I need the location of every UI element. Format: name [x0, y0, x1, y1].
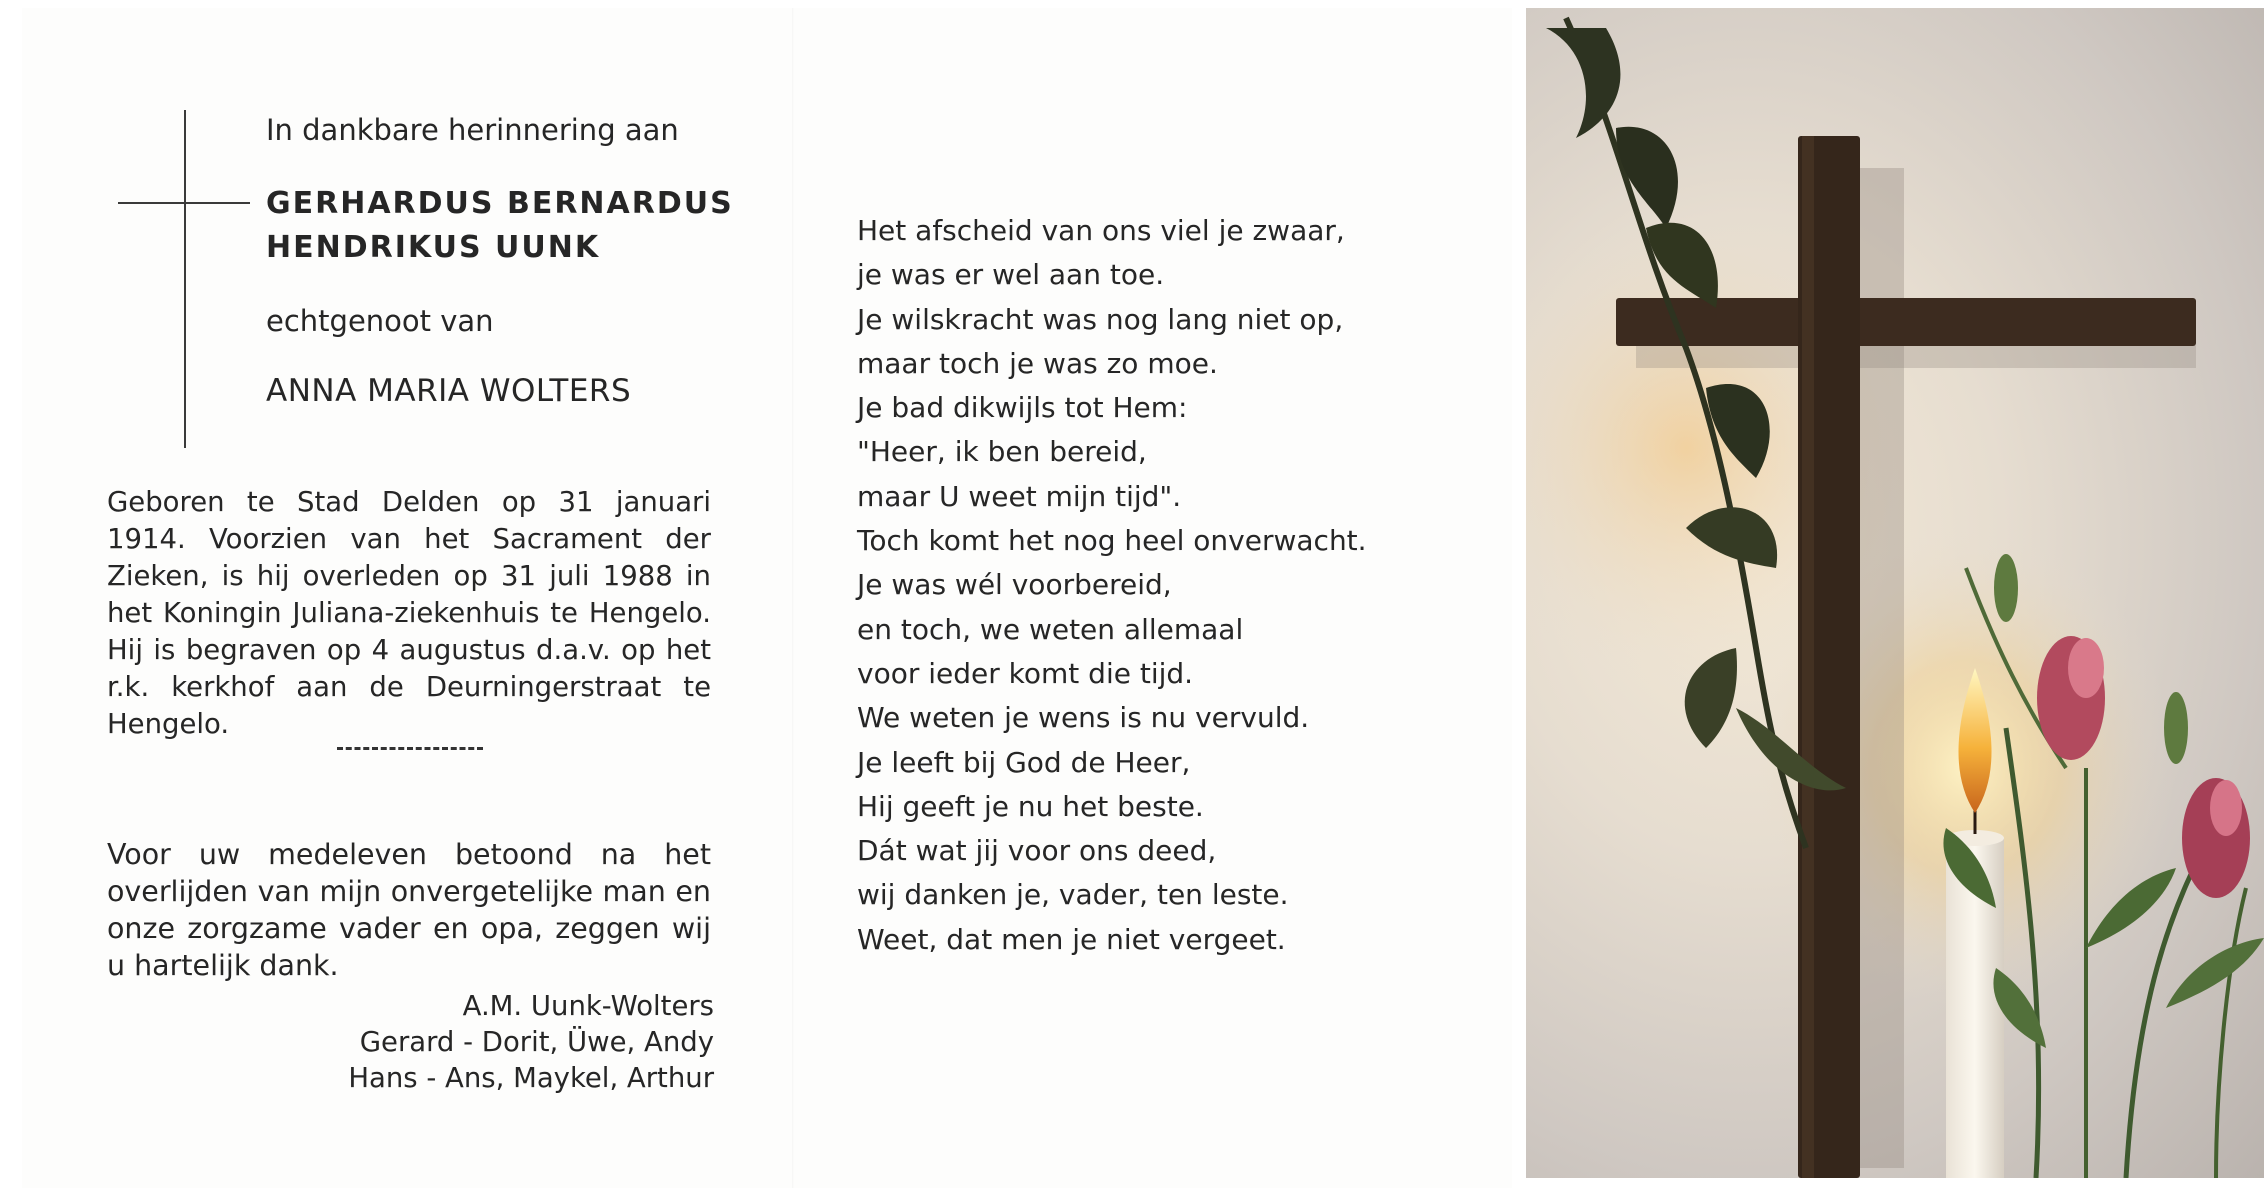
- poem-line: Het afscheid van ons viel je zwaar,: [857, 214, 1345, 247]
- poem-line: maar toch je was zo moe.: [857, 346, 1218, 380]
- thanks-paragraph: Voor uw medeleven betoond na het overlijden van mijn onvergetelijke man en onze zorgzame vader en opa, zeggen wij u hartelijk dank.: [107, 838, 711, 982]
- biography-paragraph: Geboren te Stad Delden op 31 januari 1914. Voorzien van het Sacrament der Zieken, is hij overleden op 31 juli 1988 in het Koningin Juliana-ziekenhuis te Hengelo. Hij is begraven op 4 augustus d.a.v. op het r.k. kerkhof aan de Deurningerstraat te Hengelo.: [107, 486, 711, 740]
- flower-bud: [1994, 554, 2018, 622]
- spouse-name: ANNA MARIA WOLTERS: [266, 373, 632, 409]
- signature-line: Hans - Ans, Maykel, Arthur: [348, 1062, 714, 1094]
- flower-stem: [2216, 888, 2246, 1178]
- poem-line: maar U weet mijn tijd".: [857, 479, 1182, 513]
- poem-line: wij danken je, vader, ten leste.: [857, 878, 1289, 912]
- poem-line: Weet, dat men je niet vergeet.: [857, 922, 1286, 956]
- signature-line: A.M. Uunk-Wolters: [462, 990, 714, 1022]
- signatures-block: [154, 988, 714, 1096]
- poem-line: je was er wel aan toe.: [857, 258, 1165, 292]
- flower-spike: [2210, 780, 2242, 836]
- deceased-name-line1: GERHARDUS BERNARDUS: [266, 186, 734, 221]
- poem-line: en toch, we weten allemaal: [857, 612, 1244, 646]
- photo-illustration: [1526, 8, 2264, 1178]
- cross-beam: [1616, 298, 2196, 346]
- poem-line: Hij geeft je nu het beste.: [857, 789, 1204, 823]
- poem-line: voor ieder komt die tijd.: [857, 656, 1194, 690]
- flower-spike: [2068, 638, 2104, 698]
- leaf: [2166, 938, 2264, 1008]
- intro-text: In dankbare herinnering aan: [266, 113, 679, 147]
- spouse-label: echtgenoot van: [266, 304, 494, 338]
- poem-line: "Heer, ik ben bereid,: [857, 435, 1147, 469]
- cross-symbol-horizontal: [118, 202, 250, 204]
- poem-line: Toch komt het nog heel onverwacht.: [857, 524, 1367, 558]
- cross-candle-photo: [1526, 8, 2264, 1178]
- fold-line: [792, 8, 794, 1188]
- signature-line: Gerard - Dorit, Üwe, Andy: [359, 1026, 714, 1058]
- poem-line: Je bad dikwijls tot Hem:: [857, 391, 1188, 425]
- dashed-divider: [337, 747, 483, 752]
- poem-line: We weten je wens is nu vervuld.: [857, 701, 1310, 735]
- poem-line: Je was wél voorbereid,: [857, 568, 1172, 602]
- cross-post-highlight: [1802, 136, 1814, 1178]
- cross-symbol-vertical: [184, 110, 186, 448]
- flower-bud: [2164, 692, 2188, 764]
- deceased-name-line2: HENDRIKUS UUNK: [266, 230, 601, 265]
- poem: [857, 209, 1457, 962]
- poem-line: Dát wat jij voor ons deed,: [857, 834, 1217, 868]
- poem-line: Je leeft bij God de Heer,: [857, 745, 1191, 779]
- poem-line: Je wilskracht was nog lang niet op,: [857, 302, 1344, 336]
